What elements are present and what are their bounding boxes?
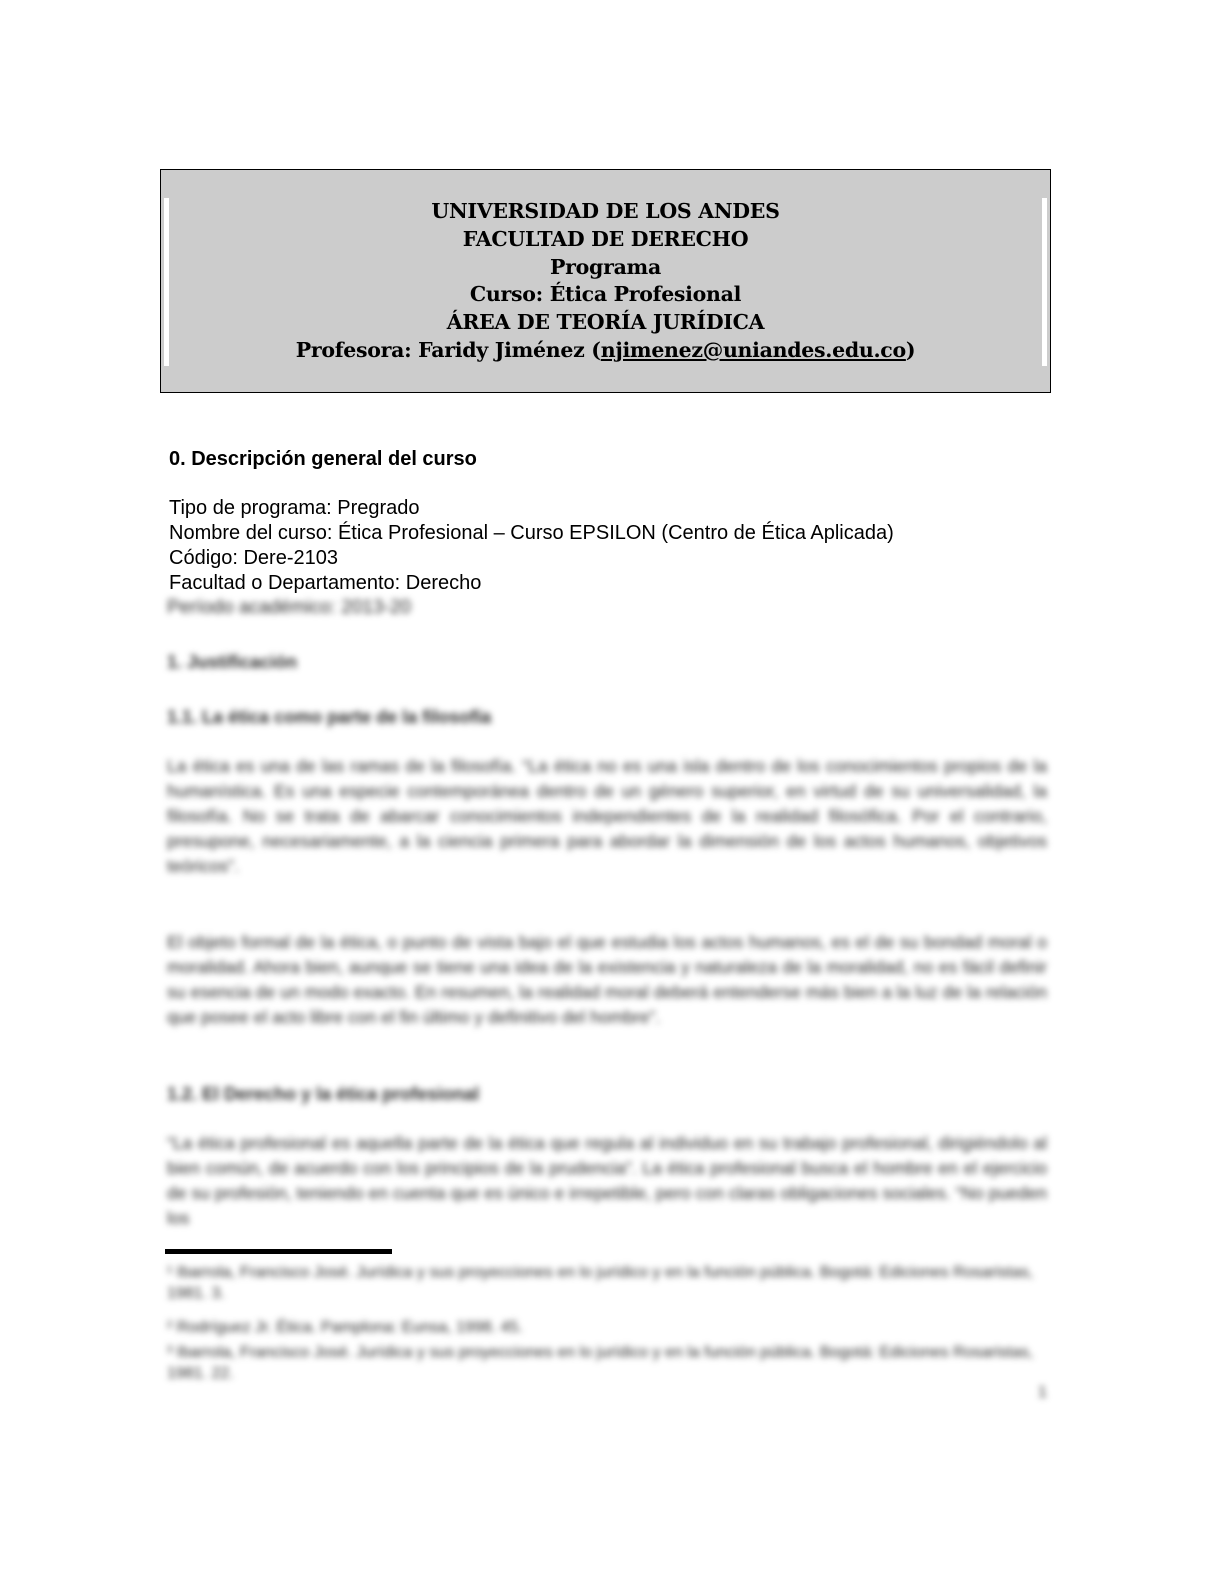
- academic-period: Período académico: 2013-20: [167, 597, 411, 618]
- paragraph-2: El objeto formal de la ética, o punto de vista bajo el que estudia los actos humanos, es el de su bondad moral o moralidad. Ahora bien, aunque se tiene una idea de la existencia y naturaleza de la moralidad, no es fácil definir su esencia de un modo exacto. En resumen, la realidad moral deberá entenderse más bien a la luz de la relación que posee el acto libre con el fin último y definitivo del hombre”.: [167, 932, 1047, 1027]
- program-type: Tipo de programa: Pregrado: [169, 497, 420, 519]
- section-1-2-title: 1.2. El Derecho y la ética profesional: [167, 1084, 480, 1104]
- footnote-1: ¹ Ibarrola, Francisco José. Jurídica y sus proyecciones en lo jurídico y en la función pública. Bogotá: Ediciones Rosaristas, 1981. 3.: [167, 1264, 1034, 1302]
- document-type: Programa: [550, 254, 661, 279]
- section-0-title: 0. Descripción general del curso: [169, 448, 477, 470]
- paragraph-1: La ética es una de las ramas de la filosofía. “La ética no es una isla dentro de los conocimientos propios de la humanística. Es una especie contemporánea dentro de un género superior, en virtud de su universalidad, la filosofía. No se trata de abarcar conocimientos independientes de la realidad filosófica. Por el contrario, presupone, necesariamente, a la ciencia primera para abordar la dimensión de los actos humanos, objetivos teóricos”.: [167, 756, 1047, 876]
- header-box: [160, 169, 1051, 393]
- footnote-3: ³ Ibarrola, Francisco José. Jurídica y sus proyecciones en lo jurídico y en la función pública. Bogotá: Ediciones Rosaristas, 1981. 22.: [167, 1344, 1034, 1382]
- professor-line: [161, 337, 1050, 365]
- section-1-title: 1. Justificación: [167, 652, 298, 672]
- professor-email-link[interactable]: njimenez@uniandes.edu.co: [600, 337, 906, 362]
- section-1-1-title: 1.1. La ética como parte de la filosofía: [167, 707, 492, 727]
- course-code: Código: Dere-2103: [169, 547, 338, 569]
- faculty-name: FACULTAD DE DERECHO: [462, 226, 749, 251]
- page-number: 1: [1038, 1384, 1047, 1401]
- header-lines: [161, 198, 1050, 365]
- professor-prefix: Profesora: Faridy Jiménez (: [295, 337, 601, 362]
- faculty: Facultad o Departamento: Derecho: [169, 572, 482, 594]
- area-name: ÁREA DE TEORÍA JURÍDICA: [446, 310, 765, 335]
- course-info: [169, 496, 894, 596]
- course-name: Nombre del curso: Ética Profesional – Curso EPSILON (Centro de Ética Aplicada): [169, 522, 894, 544]
- paragraph-3: “La ética profesional es aquella parte de la ética que regula al individuo en su trabajo profesional, dirigiéndolo al bien común, de acuerdo con los principios de la prudencia”. La ética profesional busca el hombre en el ejercicio de su profesión, teniendo en cuenta que es único e irrepetible, pero con claras obligaciones sociales. “No pueden los: [167, 1133, 1047, 1228]
- university-name: UNIVERSIDAD DE LOS ANDES: [431, 199, 780, 223]
- footnote-separator: [165, 1249, 392, 1254]
- footnote-2: ² Rodríguez Jr. Ética. Pamplona: Eunsa, 1998. 45.: [167, 1319, 523, 1336]
- course-title: Curso: Ética Profesional: [469, 282, 742, 307]
- professor-suffix: ): [905, 337, 916, 362]
